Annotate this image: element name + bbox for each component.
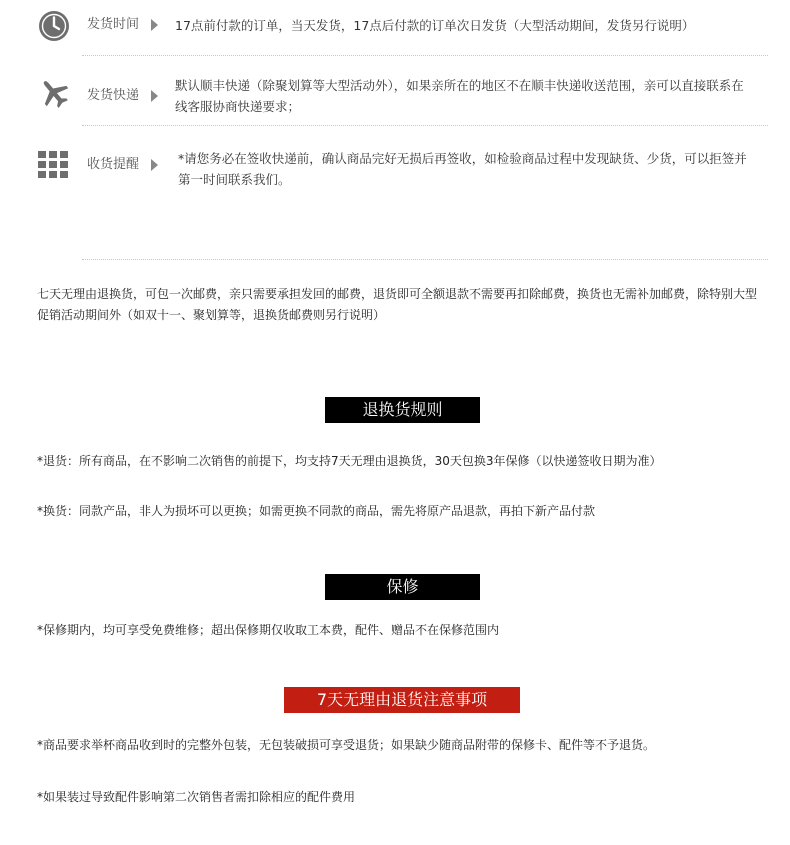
- return-policy-text: 七天无理由退换货，可包一次邮费，亲只需要承担发回的邮费，退货即可全额退款不需要再扣除邮费，换货也无需补加邮费，除特别大型促销活动期间外（如双十一、聚划算等，退换货邮费则另行说明）: [37, 287, 758, 322]
- courier-text: 默认顺丰快递（除聚划算等大型活动外），如果亲所在的地区不在顺丰快递收送范围，亲可以直接联系在线客服协商快递要求；: [175, 78, 744, 114]
- shipping-time-text: 17点前付款的订单，当天发货，17点后付款的订单次日发货（大型活动期间，发货另行说明）: [175, 18, 695, 33]
- receipt-reminder-label: 收货提醒: [87, 157, 140, 172]
- grid-icon: [38, 151, 68, 178]
- return-rules-header: 退换货规则: [325, 397, 480, 423]
- shipping-time-label: 发货时间: [87, 17, 140, 32]
- chevron-right-icon: [151, 19, 158, 31]
- airplane-icon: [37, 76, 71, 110]
- divider: [82, 259, 768, 260]
- divider: [82, 55, 768, 56]
- seven-day-note-item: *商品要求举杯商品收到时的完整外包装，无包装破损可享受退货；如果缺少随商品附带的保修卡、配件等不予退货。: [37, 738, 656, 752]
- shipping-time-row: [0, 0, 790, 60]
- courier-label: 发货快递: [87, 88, 140, 103]
- courier-row: [0, 60, 790, 126]
- exchange-rule-item: *换货：同款产品，非人为损坏可以更换；如需更换不同款的商品，需先将原产品退款，再拍下新产品付款: [37, 504, 596, 518]
- clock-icon: [38, 10, 70, 42]
- seven-day-notes-header: 7天无理由退货注意事项: [284, 687, 520, 713]
- receipt-reminder-text: *请您务必在签收快递前，确认商品完好无损后再签收，如检验商品过程中发现缺货、少货，可以拒签并第一时间联系我们。: [178, 151, 747, 187]
- warranty-rule-item: *保修期内，均可享受免费维修；超出保修期仅收取工本费，配件、赠品不在保修范围内: [37, 623, 500, 637]
- chevron-right-icon: [151, 159, 158, 171]
- seven-day-note-item: *如果装过导致配件影响第二次销售者需扣除相应的配件费用: [37, 790, 356, 804]
- return-rule-item: *退货：所有商品，在不影响二次销售的前提下，均支持7天无理由退换货，30天包换3年保修（以快递签收日期为准）: [37, 454, 662, 468]
- warranty-header: 保修: [325, 574, 480, 600]
- chevron-right-icon: [151, 90, 158, 102]
- receipt-reminder-row: [0, 126, 790, 196]
